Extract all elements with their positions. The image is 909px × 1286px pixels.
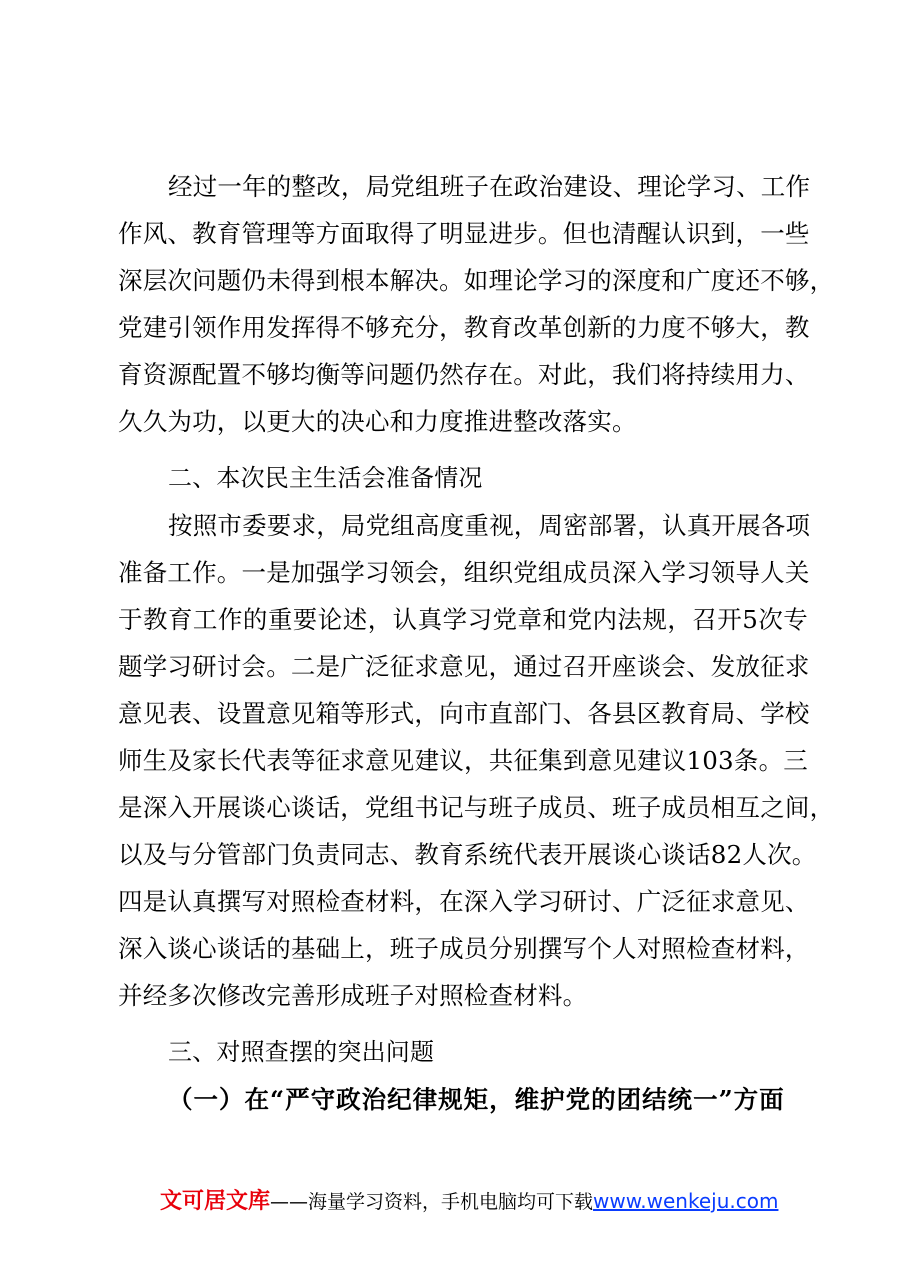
paragraph-1-line-6: 久久为功，以更大的决心和力度推进整改落实。 (118, 407, 637, 436)
document-body (118, 163, 835, 1123)
footer-dash: —— (270, 1191, 309, 1213)
paragraph-1-line-3: 深层次问题仍未得到根本解决。如理论学习的深度和广度还不够， (118, 266, 835, 295)
paragraph-2-line-4: 题学习研讨会。二是广泛征求意见，通过召开座谈会、发放征求 (118, 652, 810, 681)
paragraph-1-line-1: 经过一年的整改，局党组班子在政治建设、理论学习、工作 (168, 172, 811, 201)
paragraph-2-line-5: 意见表、设置意见箱等形式，向市直部门、各县区教育局、学校 (118, 699, 810, 728)
footer-banner (160, 1184, 800, 1215)
sub-heading-1: （一）在“严守政治纪律规矩，维护党的团结统一”方面 (168, 1085, 785, 1114)
paragraph-2-line-10: 深入谈心谈话的基础上，班子成员分别撰写个人对照检查材料， (118, 934, 810, 963)
footer-tagline: 海量学习资料，手机电脑均可下载 (308, 1191, 594, 1213)
paragraph-1-line-5: 育资源配置不够均衡等问题仍然存在。对此，我们将持续用力、 (118, 360, 810, 389)
paragraph-2-line-2: 准备工作。一是加强学习领会，组织党组成员深入学习领导人关 (118, 558, 810, 587)
paragraph-1-line-2: 作风、教育管理等方面取得了明显进步。但也清醒认识到，一些 (118, 219, 810, 248)
paragraph-1-line-4: 党建引领作用发挥得不够充分，教育改革创新的力度不够大，教 (118, 313, 810, 342)
footer-website-link[interactable]: www.wenkeju.com (593, 1189, 779, 1213)
paragraph-2-line-3: 于教育工作的重要论述，认真学习党章和党内法规，召开5次专 (118, 605, 808, 634)
paragraph-2-line-1: 按照市委要求，局党组高度重视，周密部署，认真开展各项 (168, 511, 811, 540)
paragraph-2-line-11: 并经多次修改完善形成班子对照检查材料。 (118, 981, 588, 1010)
section-heading-3: 三、对照查摆的突出问题 (168, 1038, 435, 1066)
paragraph-2-line-9: 四是认真撰写对照检查材料，在深入学习研讨、广泛征求意见、 (118, 887, 810, 916)
footer-brand: 文可居文库 (160, 1189, 271, 1214)
paragraph-2-line-6: 师生及家长代表等征求意见建议，共征集到意见建议103条。三 (118, 746, 808, 775)
paragraph-2-line-7: 是深入开展谈心谈话，党组书记与班子成员、班子成员相互之间， (118, 793, 835, 822)
paragraph-2-line-8: 以及与分管部门负责同志、教育系统代表开展谈心谈话82人次。 (118, 840, 817, 869)
section-heading-2: 二、本次民主生活会准备情况 (168, 464, 483, 492)
